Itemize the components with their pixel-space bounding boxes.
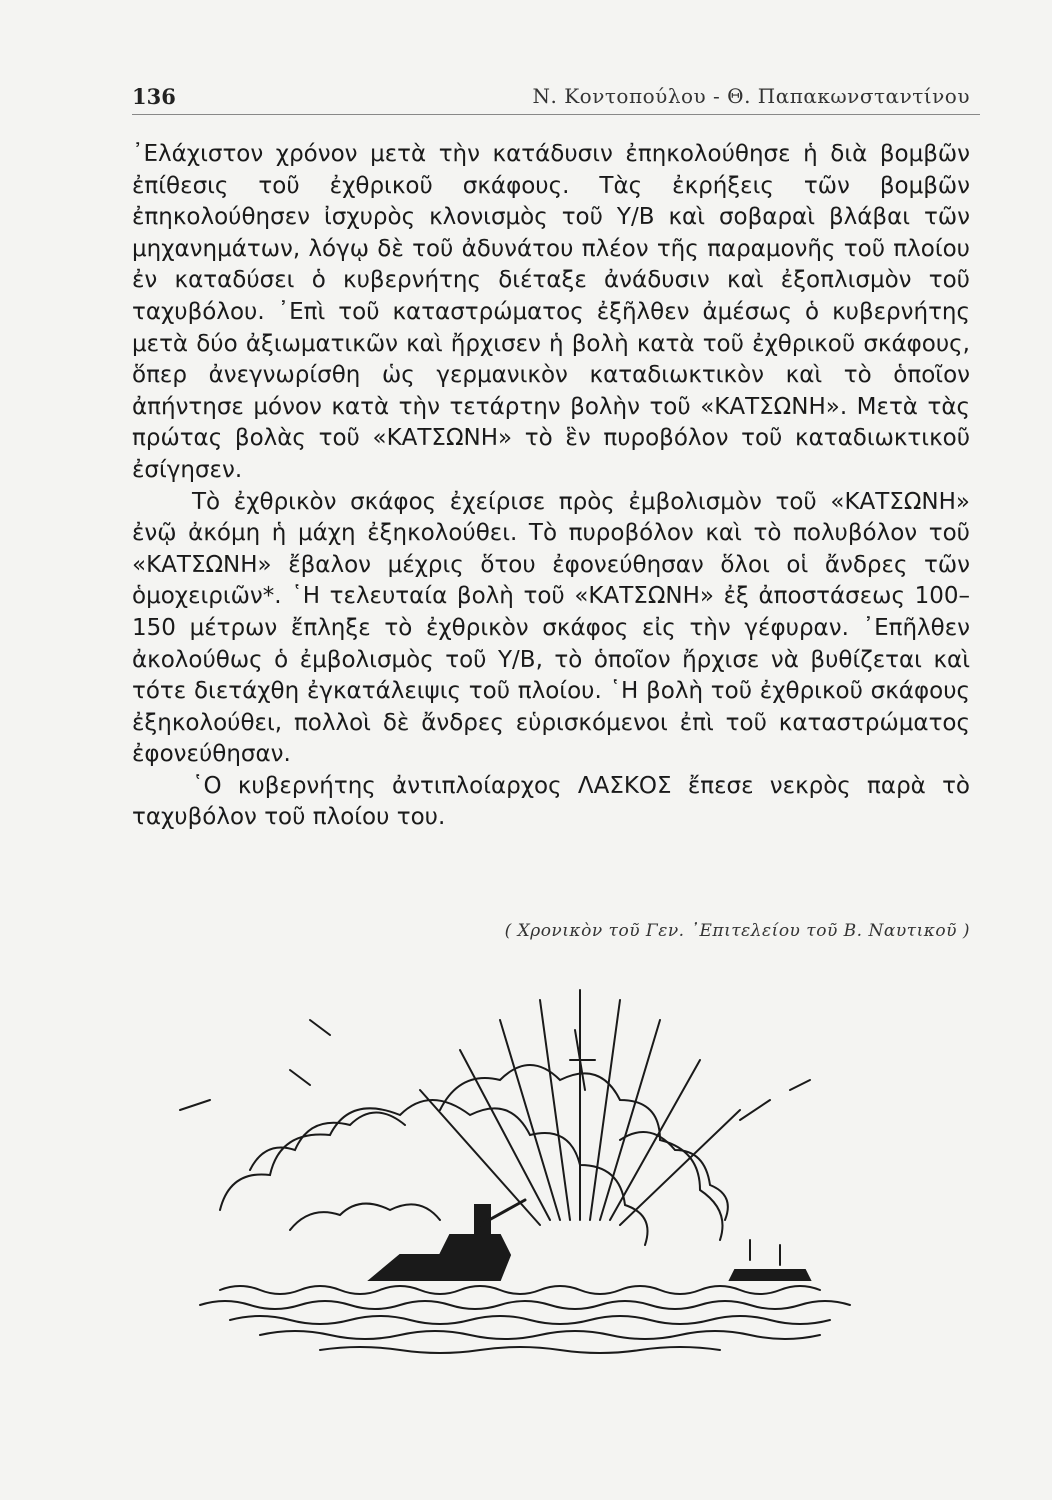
- body-text: [132, 139, 970, 834]
- page-header: [132, 80, 980, 115]
- page-number: 136: [132, 84, 176, 109]
- paragraph-3: ῾Ο κυβερνήτης ἀντιπλοίαρχος ΛΑΣΚΟΣ ἔπεσε νεκρὸς παρὰ τὸ ταχυβόλον τοῦ πλοίου του.: [132, 772, 970, 831]
- explosion-rays: [420, 990, 740, 1225]
- source-citation: ( Χρονικὸν τοῦ Γεν. ᾽Επιτελείου τοῦ Β. Ναυτικοῦ ): [504, 921, 970, 941]
- paragraph-2: Τὸ ἐχθρικὸν σκάφος ἐχείρισε πρὸς ἐμβολισμὸν τοῦ «ΚΑΤΣΩΝΗ» ἐνῷ ἀκόμη ἡ μάχη ἐξηκολούθει. Τὸ πυροβόλον καὶ τὸ πολυβόλον τοῦ «ΚΑΤΣΩΝΗ» ἔβαλον μέχρις ὅτου ἐφονεύθησαν ὅλοι οἱ ἄνδρες τῶν ὁμοχειριῶν*. ῾Η τελευταία βολὴ τοῦ «ΚΑΤΣΩΝΗ» ἐξ ἀποστάσεως 100–150 μέτρων ἔπληξε τὸ ἐχθρικὸν σκάφος εἰς τὴν γέφυραν. ᾽Επῆλθεν ἀκολούθως ὁ ἐμβολισμὸς τοῦ Υ/Β, τὸ ὁποῖον ἤρχισε νὰ βυθίζεται καὶ τότε διετάχθη ἐγκατάλειψις τοῦ πλοίου. ῾Η βολὴ τοῦ ἐχθρικοῦ σκάφους ἐξηκολούθει, πολλοὶ δὲ ἄνδρες εὑρισκόμενοι ἐπὶ τοῦ καταστρώματος ἐφονεύθησαν.: [132, 488, 970, 768]
- debris: [180, 1020, 810, 1120]
- smoke-cloud: [250, 1113, 405, 1171]
- sea-battle-illustration: [140, 960, 940, 1360]
- smoke-cloud: [220, 1100, 648, 1245]
- paragraph-1: ᾽Ελάχιστον χρόνον μετὰ τὴν κατάδυσιν ἐπηκολούθησε ἡ διὰ βομβῶν ἐπίθεσις τοῦ ἐχθρικοῦ σκάφους. Τὰς ἐκρήξεις τῶν βομβῶν ἐπηκολούθησεν ἰσχυρὸς κλονισμὸς τοῦ Υ/Β καὶ σοβαραὶ βλάβαι τῶν μηχανημάτων, λόγῳ δὲ τοῦ ἀδυνάτου πλέον τῆς παραμονῆς τοῦ πλοίου ἐν καταδύσει ὁ κυβερνήτης διέταξε ἀνάδυσιν καὶ ἐξοπλισμὸν τοῦ ταχυβόλου. ᾽Επὶ τοῦ καταστρώματος ἐξῆλθεν ἀμέσως ὁ κυβερνήτης μετὰ δύο ἀξιωματικῶν καὶ ἤρχισεν ἡ βολὴ κατὰ τοῦ ἐχθρικοῦ σκάφους, ὅπερ ἀνεγνωρίσθη ὡς γερμανικὸν καταδιωκτικὸν καὶ τὸ ὁποῖον ἀπήντησε μόνον κατὰ τὴν τετάρτην βολὴν τοῦ «ΚΑΤΣΩΝΗ». Μετὰ τὰς πρώτας βολὰς τοῦ «ΚΑΤΣΩΝΗ» τὸ ἓν πυροβόλον τοῦ καταδιωκτικοῦ ἐσίγησεν.: [132, 141, 970, 483]
- running-title: Ν. Κοντοπούλου - Θ. Παπακωνσταντίνου: [532, 84, 970, 108]
- distant-ships: [730, 1240, 810, 1280]
- smoke-cloud: [290, 1204, 440, 1230]
- sea-waves: [200, 1286, 850, 1353]
- ship-silhouette: [370, 1200, 525, 1280]
